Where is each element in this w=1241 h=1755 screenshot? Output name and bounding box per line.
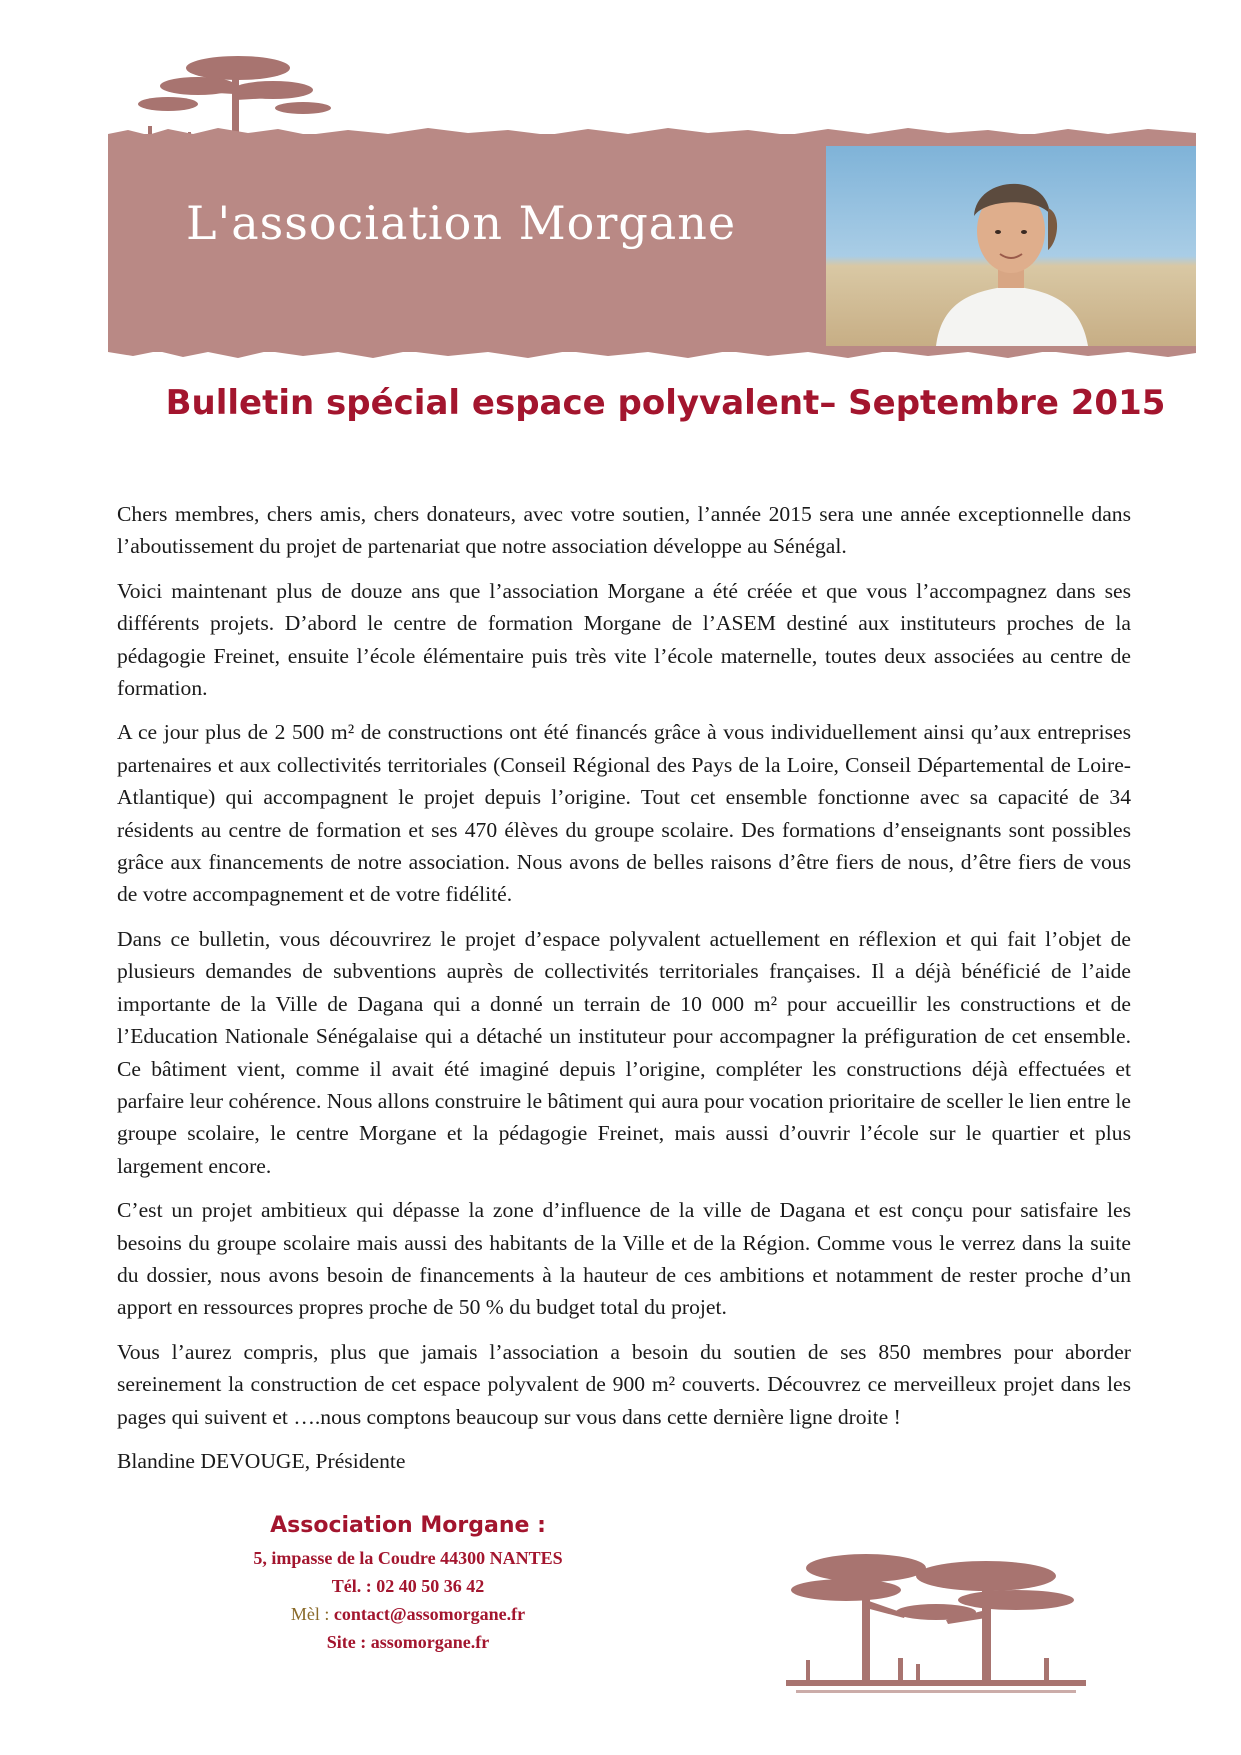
paragraph: C’est un projet ambitieux qui dépasse la zone d’influence de la ville de Dagana et est conçu pour satisfaire les besoins du groupe scolaire mais aussi des habitants de la Ville et de la Région. Comme vous le verrez dans la suite du dossier, nous avons besoin de financements à la hauteur de ces ambitions et notamment de rester proche d’un apport en ressources propres proche de 50 % du budget total du projet. (117, 1198, 1131, 1320)
footer-phone: Tél. : 02 40 50 36 42 (331, 1576, 485, 1596)
paragraph: Dans ce bulletin, vous découvrirez le projet d’espace polyvalent actuellement en réflexion et qui fait l’objet de plusieurs demandes de subventions auprès de collectivités territoriales françaises. Il a déjà bénéficié de l’aide importante de la Ville de Dagana qui a donné un terrain de 10 000 m² pour accueillir les constructions et de l’Education Nationale Sénégalaise qui a détaché un instituteur pour accompagner la préfiguration de cet ensemble. Ce bâtiment vient, comme il avait été imaginé depuis l’origine, compléter les constructions déjà effectuées et parfaire leur cohérence. Nous allons construire le bâtiment qui aura pour vocation prioritaire de sceller le lien entre le groupe scolaire, le centre Morgane et la pédagogie Freinet, mais aussi d’ouvrir l’école sur le quartier et plus largement encore. (117, 926, 1131, 1178)
contact-footer (198, 1513, 618, 1656)
footer-org-name: Association Morgane : (270, 1513, 546, 1538)
letter-body (117, 498, 1131, 1477)
footer-mail (198, 1600, 618, 1628)
paragraph: Chers membres, chers amis, chers donateurs, avec votre soutien, l’année 2015 sera une année exceptionnelle dans l’aboutissement du projet de partenariat que notre association développe au Sénégal. (117, 502, 1131, 559)
header-banner (108, 134, 1196, 352)
banner-title: L'association Morgane (186, 196, 737, 250)
paragraph: A ce jour plus de 2 500 m² de constructions ont été financés grâce à vous individuellement ainsi qu’aux entreprises partenaires et aux collectivités territoriales (Conseil Régional des Pays de la Loire, Conseil Départemental de Loire-Atlantique) qui accompagnent le projet depuis l’origine. Tout cet ensemble fonctionne avec sa capacité de 34 résidents au centre de formation et ses 470 élèves du groupe scolaire. Des formations d’enseignants sont possibles grâce aux financements de notre association. Nous avons de belles raisons d’être fiers de nous, d’être fiers de vous de votre accompagnement et de votre fidélité. (117, 720, 1131, 907)
footer-site[interactable]: Site : assomorgane.fr (326, 1632, 490, 1652)
banner-torn-edge (108, 346, 1196, 360)
signature: Blandine DEVOUGE, Présidente (117, 1448, 406, 1473)
portrait-photo (826, 146, 1196, 346)
banner-torn-edge (108, 126, 1196, 140)
footer-mail-link[interactable]: contact@assomorgane.fr (333, 1604, 526, 1624)
paragraph: Voici maintenant plus de douze ans que l’association Morgane a été créée et que vous l’accompagnez dans ses différents projets. D’abord le centre de formation Morgane de l’ASEM destiné aux instituteurs proches de la pédagogie Freinet, ensuite l’école élémentaire puis très vite l’école maternelle, toutes deux associées au centre de formation. (117, 578, 1131, 701)
paragraph: Vous l’aurez compris, plus que jamais l’association a besoin du soutien de ses 850 membres pour aborder sereinement la construction de cet espace polyvalent de 900 m² couverts. Découvrez ce merveilleux projet dans les pages qui suivent et ….nous comptons beaucoup sur vous dans cette dernière ligne droite ! (117, 1339, 1131, 1429)
acacia-tree-icon (786, 1540, 1086, 1710)
footer-address: 5, impasse de la Coudre 44300 NANTES (253, 1548, 563, 1568)
bulletin-title: Bulletin spécial espace polyvalent– Septembre 2015 (165, 383, 1166, 423)
footer-mail-label: Mèl : (290, 1604, 330, 1624)
